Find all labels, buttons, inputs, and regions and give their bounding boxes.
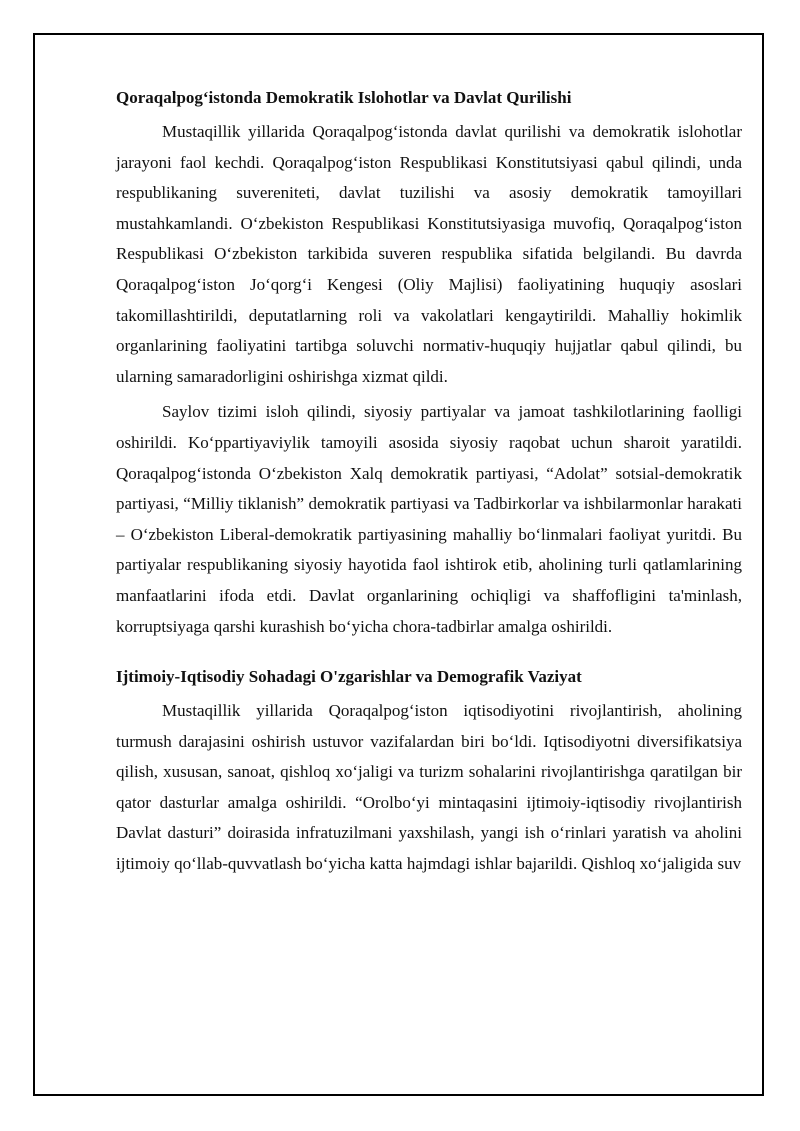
paragraph-electoral-reform: Saylov tizimi isloh qilindi, siyosiy partiyalar va jamoat tashkilotlarining faolligi oshirildi. Ko‘ppartiyaviylik tamoyili asosida siyosiy raqobat uchun sharoit yaratildi. Qoraqalpog‘istonda O‘zbekiston Xalq demokratik partiyasi, “Adolat” sotsial-demokratik partiyasi, “Milliy tiklanish” demokratik partiyasi va Tadbirkorlar va ishbilarmonlar harakati – O‘zbekiston Liberal-demokratik partiyasining mahalliy bo‘linmalari faoliyat yuritdi. Bu partiyalar respublikaning siyosiy hayotida faol ishtirok etib, aholining turli qatlamlarining manfaatlarini ifoda etdi. Davlat organlarining ochiqligi va shaffofligini ta'minlash, korruptsiyaga qarshi kurashish bo‘yicha chora-tadbirlar amalga oshirildi. — [116, 402, 742, 636]
section-heading-socio-economic-changes: Ijtimoiy-Iqtisodiy Sohadagi O'zgarishlar va Demografik Vaziyat — [116, 667, 582, 687]
paragraph-state-building: Mustaqillik yillarida Qoraqalpog‘istonda davlat qurilishi va demokratik islohotlar jarayoni faol kechdi. Qoraqalpog‘iston Respublikasi Konstitutsiyasi qabul qilindi, unda respublikaning suvereniteti, davlat tuzilishi va asosiy demokratik tamoyillari mustahkamlandi. O‘zbekiston Respublikasi Konstitutsiyasiga muvofiq, Qoraqalpog‘iston Respublikasi O‘zbekiston tarkibida suveren respublika sifatida belgilandi. Bu davrda Qoraqalpog‘iston Jo‘qorg‘i Kengesi (Oliy Majlisi) faoliyatining huquqiy asoslari takomillashtirildi, deputatlarning roli va vakolatlari kengaytirildi. Mahalliy hokimlik organlarining faoliyatini tartibga soluvchi normativ-huquqiy hujjatlar qabul qilindi, bu ularning samaradorligini oshirishga xizmat qildi. — [116, 122, 742, 386]
section-heading-democratic-reforms: Qoraqalpog‘istonda Demokratik Islohotlar va Davlat Qurilishi — [116, 88, 572, 107]
page-content — [116, 86, 742, 880]
paragraph-economic-development: Mustaqillik yillarida Qoraqalpog‘iston iqtisodiyotini rivojlantirish, aholining turmush darajasini oshirish ustuvor vazifalardan biri bo‘ldi. Iqtisodiyotni diversifikatsiya qilish, xususan, sanoat, qishloq xo‘jaligi va turizm sohalarini rivojlantirishga qaratilgan bir qator dasturlar amalga oshirildi. “Orolbo‘yi mintaqasini ijtimoiy-iqtisodiy rivojlantirish Davlat dasturi” doirasida infratuzilmani yaxshilash, yangi ish o‘rinlari yaratish va aholini ijtimoiy qo‘llab-quvvatlash bo‘yicha katta hajmdagi ishlar bajarildi. Qishloq xo‘jaligida suv — [116, 701, 742, 874]
